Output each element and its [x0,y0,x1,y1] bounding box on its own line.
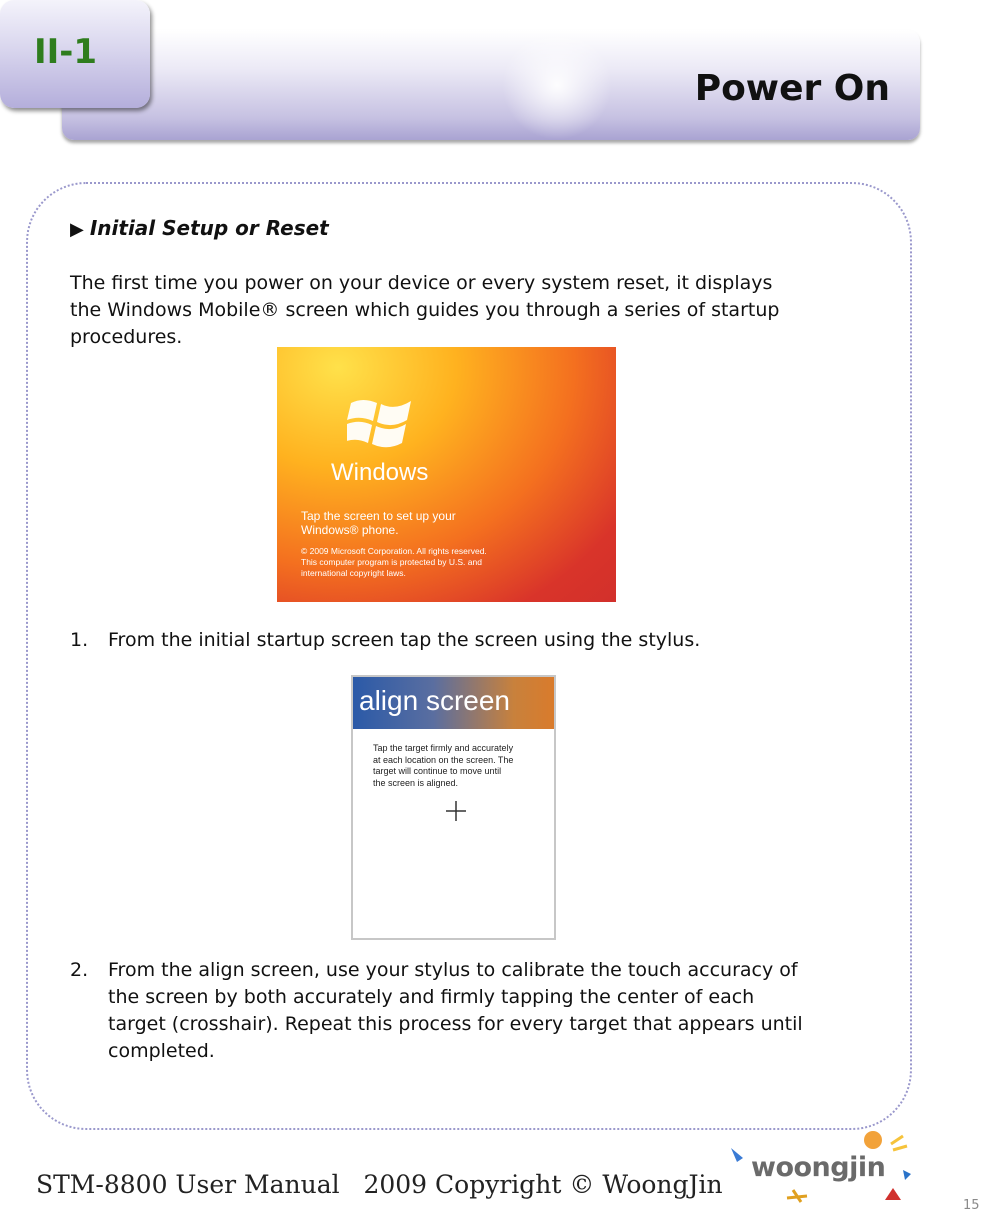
windows-splash-image [277,347,616,602]
step-number: 1. [70,629,89,651]
splash-legal-line: international copyright laws. [301,568,406,578]
splash-tagline-line: Windows® phone. [301,523,399,537]
logo-text: woongjin [751,1152,886,1183]
banner-glow [502,30,612,140]
splash-legal-line: © 2009 Microsoft Corporation. All rights reserved. [301,546,487,556]
align-instruction-line: at each location on the screen. The [373,754,514,765]
intro-line: The first time you power on your device or every system reset, it displays [70,272,773,294]
intro-line: the Windows Mobile® screen which guides you through a series of startup [70,299,780,321]
splash-tagline-line: Tap the screen to set up your [301,509,456,523]
step-text-line: completed. [108,1040,215,1062]
step-number: 2. [70,959,89,981]
step-2 [70,957,870,1065]
step-text-line: target (crosshair). Repeat this process for every target that appears until [108,1013,803,1035]
splash-tagline [301,509,601,537]
section-heading [70,216,329,240]
section-heading-text: Initial Setup or Reset [89,216,329,240]
align-screen-image [351,675,556,940]
header-banner [62,30,920,140]
align-instruction-line: the screen is aligned. [373,777,459,788]
page-title: Power On [694,68,890,109]
intro-line: procedures. [70,326,183,348]
triangle-right-icon: ▶ [70,219,84,240]
step-text-line: From the align screen, use your stylus to calibrate the touch accuracy of [108,959,798,981]
splash-legal-line: This computer program is protected by U.S. and [301,557,482,567]
step-text-line: the screen by both accurately and firmly tapping the center of each [108,986,755,1008]
align-instruction-line: Tap the target firmly and accurately [373,743,514,753]
windows-brand-text: Windows [331,459,429,486]
section-tab [0,0,150,108]
splash-legal [301,546,601,579]
section-number: II-1 [34,32,98,72]
align-instruction-line: target will continue to move until [373,766,502,776]
intro-paragraph [70,270,870,351]
step-text [108,957,870,1065]
windows-flag-icon [347,389,417,451]
footer-manual-text: STM-8800 User Manual 2009 Copyright © WoongJin [36,1170,723,1199]
page-number: 15 [963,1198,980,1213]
woongjin-logo [723,1130,913,1210]
align-screen-instructions [373,743,545,789]
crosshair-icon [446,801,466,821]
step-1 [70,627,870,654]
align-screen-title: align screen [353,677,554,729]
step-text: From the initial startup screen tap the screen using the stylus. [108,629,701,651]
